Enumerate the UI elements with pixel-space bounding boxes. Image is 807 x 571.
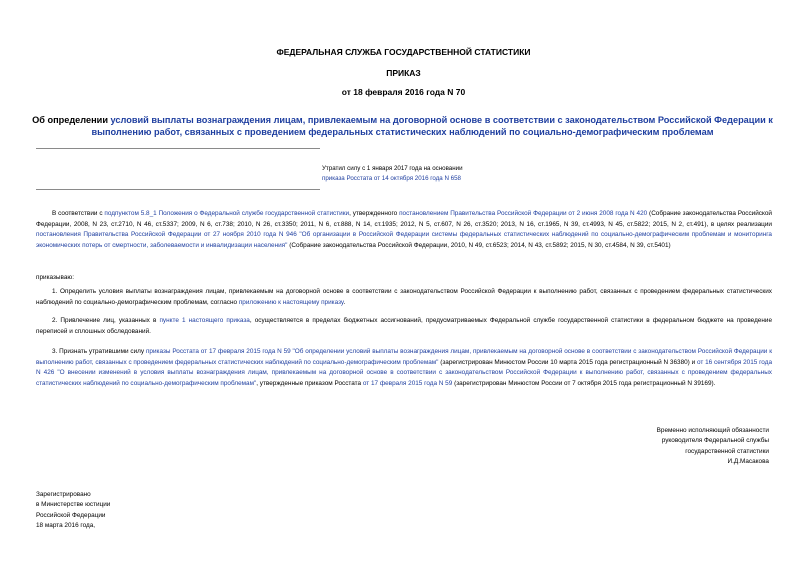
registration-block — [36, 490, 110, 532]
registration-line-2: в Министерстве юстиции — [36, 501, 111, 509]
preamble-text-1: В соответствии с — [52, 210, 105, 217]
validity-note — [322, 164, 463, 184]
item3-text-3: , утвержденные приказом Росстата — [256, 379, 363, 387]
preamble-link-decree-946[interactable]: постановления Правительства Российской Федерации от 27 ноября 2010 года N 946 "Об организации в Российской Федерации системы федеральных статистических наблюдений по социально-демографическим проблемам и мониторинга экономических потерь от смертности, заболеваемости и инвалидизации населения" — [36, 231, 772, 249]
preamble-link-decree-420[interactable]: постановлением Правительства Российской Федерации от 2 июня 2008 года N 420 — [399, 210, 648, 217]
order-word: приказываю: — [36, 274, 74, 281]
signature-line-2: руководителя Федеральной службы — [661, 437, 769, 445]
doc-date-number: от 18 февраля 2016 года N 70 — [341, 87, 466, 97]
item3-text-1: 3. Признать утратившими силу — [52, 348, 146, 355]
item3-link-order-59[interactable]: приказы Росстата от 17 февраля 2015 года N 59 "Об определении условий выплаты вознаграждения лицам, привлекаемым на договорной основе в соответствии с законодательством Российской Федерации к выполнению работ, связанных с проведением федеральных статистических наблюдений по социально-демографическим проблемам" — [36, 348, 773, 366]
registration-line-3: Российской Федерации — [36, 511, 106, 519]
order-item-1 — [36, 287, 772, 308]
preamble-paragraph — [36, 209, 772, 251]
registration-line-1: Зарегистрировано — [36, 491, 91, 498]
divider-bottom — [36, 189, 320, 190]
item2-text-2: , осуществляется в пределах бюджетных ассигнований, предусматриваемых Федеральной службе государственной статистики в федеральном бюджете на проведение переписей и сплошных обследований. — [36, 317, 773, 335]
preamble-text-2: , утвержденного — [349, 210, 400, 217]
preamble-text-3: (Собрание законодательства Российской Федерации, 2008, N 23, ст.2710, N 46, ст.5337; 2009, N 6, ст.738; 2010, N 26, ст.3350; 2011, N 6, ст.888, N 14, ст.1935; 2012, N 5, ст.607, N 26, ст.3520; 2013, N 16, ст.1965, N 39, ст.4993, N 45, ст.5822; 2015, N 2, ст.491), в целях реализации — [36, 210, 772, 228]
item3-text-2: (зарегистрирован Минюстом России 10 марта 2015 года регистрационный N 36380) и — [438, 358, 697, 366]
divider-top — [36, 148, 320, 149]
signature-block — [569, 426, 769, 468]
title-prefix: Об определении — [32, 115, 111, 125]
item2-text-1: 2. Привлечение лиц, указанных в — [52, 317, 160, 324]
agency-heading: ФЕДЕРАЛЬНАЯ СЛУЖБА ГОСУДАРСТВЕННОЙ СТАТИСТИКИ — [276, 47, 531, 57]
doc-type-heading: ПРИКАЗ — [386, 68, 421, 78]
signature-line-3: государственной статистики — [685, 447, 769, 455]
item2-link-clause-1[interactable]: пункте 1 настоящего приказа — [159, 317, 250, 324]
preamble-link-regulation[interactable]: подпунктом 5.8_1 Положения о Федеральной службе государственной статистики — [104, 210, 350, 217]
item1-link-appendix[interactable]: приложению к настоящему приказу — [238, 298, 344, 306]
order-item-3 — [36, 347, 772, 389]
item3-link-order-59-date[interactable]: от 17 февраля 2015 года N 59 — [362, 379, 453, 387]
item3-text-4: (зарегистрирован Минюстом России от 7 октября 2015 года регистрационный N 39169). — [452, 379, 716, 387]
title-link[interactable]: условий выплаты вознаграждения лицам, привлекаемым на договорной основе в соответствии с законодательством Российской Федерации к выполнению работ, связанных с проведением федеральных статистических наблюдений по социально-демографическим проблемам — [91, 115, 773, 137]
order-item-2 — [36, 316, 772, 337]
signature-line-1: Временно исполняющий обязанности — [656, 427, 769, 434]
document-title — [30, 114, 775, 138]
signature-name: И.Д.Масакова — [727, 458, 769, 466]
item1-text-2: . — [343, 298, 346, 306]
item1-text-1: 1. Определить условия выплаты вознаграждения лицам, привлекаемым на договорной основе в соответствии с законодательством Российской Федерации к выполнению работ, связанных с проведением федеральных статистических наблюдений по социально-демографическим проблемам, согласно — [36, 288, 772, 306]
validity-note-link[interactable]: приказа Росстата от 14 октября 2016 года N 658 — [322, 175, 461, 182]
validity-note-line1: Утратил силу с 1 января 2017 года на основании — [322, 165, 463, 172]
registration-line-4: 18 марта 2016 года, — [36, 522, 96, 530]
item3-link-order-426[interactable]: от 16 сентября 2015 года N 426 "О внесении изменений в условия выплаты вознаграждения лицам, привлекаемым на договорной основе в соответствии с законодательством Российской Федерации к выполнению работ, связанных с проведением федеральных статистических наблюдений по социально-демографическим проблемам" — [36, 358, 772, 387]
preamble-text-4: (Собрание законодательства Российской Федерации, 2010, N 49, ст.6523; 2014, N 43, ст.5892; 2015, N 30, ст.4584, N 39, ст.5401) — [287, 241, 671, 249]
